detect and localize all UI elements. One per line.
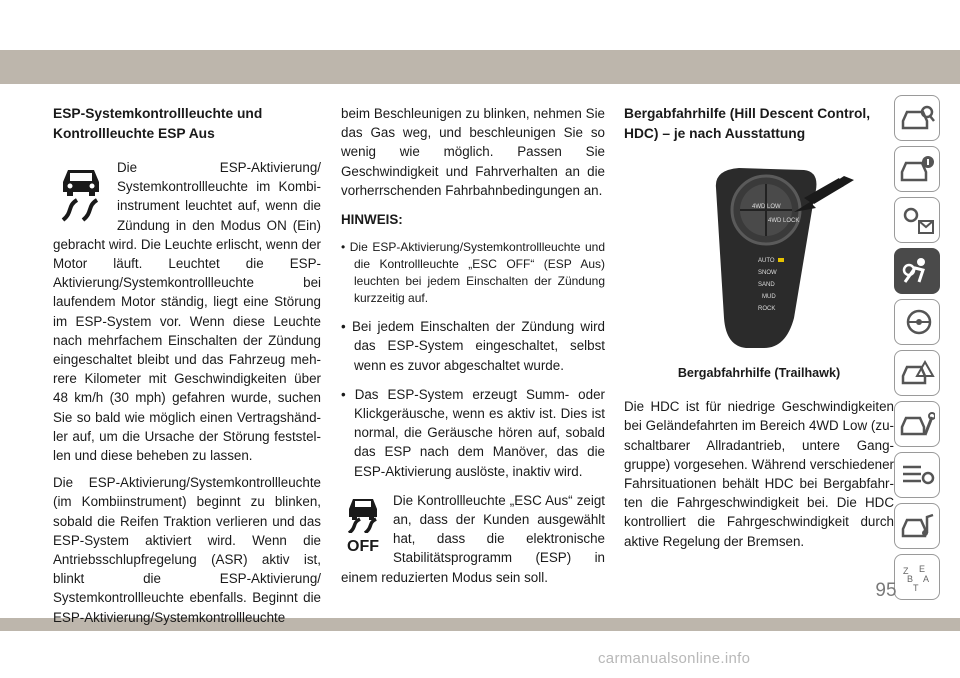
svg-text:E: E <box>919 564 926 574</box>
section-heading-hdc: Bergabfahrhilfe (Hill Descent Control, HDC) – je nach Ausstattung <box>624 106 871 141</box>
page-number: 95 <box>875 580 897 601</box>
esp-skid-icon <box>53 160 109 222</box>
esp-paragraph-2: Die ESP-Aktivierung/Systemkontrollleuchte (im Kombiinstrument) beginnt zu blinken, sobald die Reifen Traktion verlieren und das ESP-System aktiviert wird. Wenn die Antriebsschlupfregelung (ASR) aktiv ist, blinkt die ESP-Aktivierung/ Systemkontrollleuchte ebenfalls. Beginnt die ESP-Aktivierung/Systemkontrollleuchte <box>53 475 321 625</box>
top-band <box>0 50 960 84</box>
svg-text:T: T <box>913 583 919 592</box>
mode-auto: AUTO <box>758 258 775 264</box>
esc-off-paragraph: Die Kontrollleuchte „ESC Aus“ zeigt an, dass der Kunden ausgewählt hat, dass die elektronische Stabilitätsprogramm (ESP) in einem reduzierten Modus sein soll. <box>341 492 605 585</box>
button-4wd-lock: 4WD LOCK <box>768 218 800 224</box>
button-4wd-low: 4WD LOW <box>752 204 781 210</box>
hdc-paragraph: Die HDC ist für niedrige Geschwindigkeiten bei Geländefahrten im Bereich 4WD Low (zuschaltbarer Allradantrieb, untere Ganggruppe) vorgesehen. Während verschiedener Fahrsituationen behält HDC bei Bergabfahrten die Fahrgeschwindigkeit bei. Die HDC kontrolliert die Fahrgeschwindigkeit durch aktive Regelung der Bremsen. <box>624 399 894 549</box>
multimedia-icon[interactable] <box>894 503 940 549</box>
section-heading-esp: ESP-Systemkontrollleuchte und Kontrollleuchte ESP Aus <box>53 106 263 141</box>
warning-lights-icon[interactable] <box>894 197 940 243</box>
off-label: OFF <box>347 538 379 556</box>
watermark: carmanualsonline.info <box>598 650 751 667</box>
column-3 <box>624 104 894 559</box>
figure-caption: Bergabfahrhilfe (Trailhawk) <box>677 366 841 380</box>
note-bullet-1: • Die ESP-Aktivierung/Systemkontrollleuchte und die Kontrollleuchte „ESC OFF“ (ESP Aus) leuchten bei jedem Einschalten der Zündung kurzzeitig auf. <box>341 240 605 306</box>
svg-text:Z: Z <box>903 566 909 576</box>
settings-list-icon[interactable] <box>894 452 940 498</box>
esc-off-icon <box>341 493 385 556</box>
note-bullet-3: • Das ESP-System erzeugt Summ- oder Klickgeräusche, wenn es aktiv ist. Dies ist normal, die Geräusche hören auf, sobald das ESP nach dem Manöver, das die ESP-Aktivierung auslöste, inaktiv wird. <box>341 386 605 479</box>
mode-rock: ROCK <box>758 306 776 312</box>
hdc-switch-image <box>654 158 864 356</box>
esp-paragraph-1: Die ESP-Aktivierung/ Systemkontrollleuchte im Kombiinstrument leuchtet auf, wenn die Zündung in den Modus ON (Ein) gebracht wird. Die Leuchte erlischt, wenn der Motor läuft. Leuchtet die ESP-Aktivierung/Systemkontrollleuchte bei laufendem Motor ständig, liegt eine Störung im ESP-System vor. Wenn diese Leuchte nach mehrfachem Einschalten der Zündung eingeschaltet bleibt und das Fahrzeug mehrere Kilometer mit Geschwindigkeiten über 48 km/h (30 mph) gefahren wurde, suchen Sie so bald wie möglich einen Vertragshändler auf, um die Ursache der Störung feststellen und diese beheben zu lassen. <box>53 160 321 464</box>
car-search-icon[interactable] <box>894 95 940 141</box>
esp-paragraph-3: beim Beschleunigen zu blinken, nehmen Sie das Gas weg, und beschleunigen Sie so wenig wie möglich. Passen Sie Geschwindigkeit und Fahrverhalten an die vorherrschenden Fahrbahnbedingungen an. <box>341 106 605 198</box>
mode-snow: SNOW <box>758 270 777 276</box>
note-bullet-2: • Bei jedem Einschalten der Zündung wird das ESP-System eingeschaltet, selbst wenn es zuvor abgeschaltet wurde. <box>341 319 605 373</box>
mode-mud: MUD <box>762 294 776 300</box>
mode-sand: SAND <box>758 282 775 288</box>
svg-text:B: B <box>907 574 914 584</box>
column-2 <box>341 104 605 595</box>
steering-wheel-icon[interactable] <box>894 299 940 345</box>
airbag-icon[interactable] <box>894 248 940 294</box>
note-heading: HINWEIS: <box>341 212 403 228</box>
column-1 <box>53 104 321 635</box>
chapter-tabs <box>894 95 940 605</box>
svg-text:A: A <box>923 574 930 584</box>
car-info-icon[interactable] <box>894 146 940 192</box>
car-wrench-icon[interactable] <box>894 401 940 447</box>
road-warning-icon[interactable] <box>894 350 940 396</box>
